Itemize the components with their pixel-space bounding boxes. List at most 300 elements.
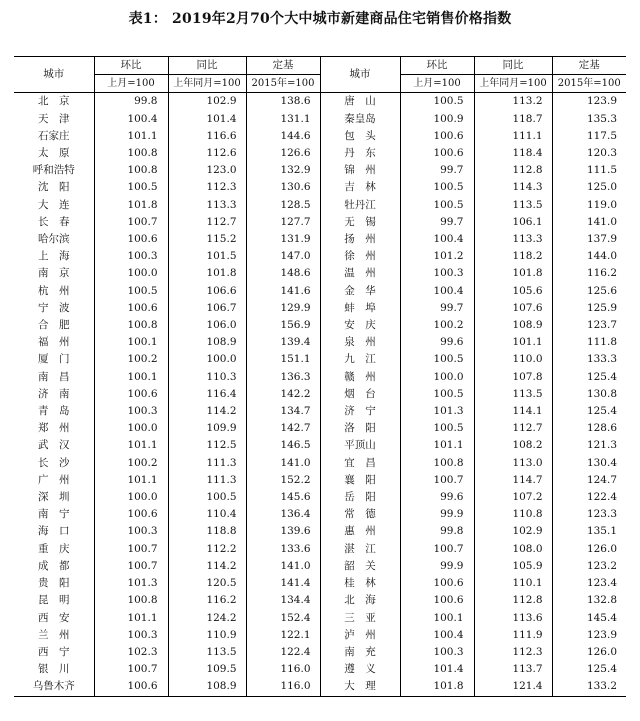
mom-value: 100.0: [94, 420, 168, 437]
yoy-value: 106.6: [168, 283, 246, 300]
yoy-value: 113.5: [168, 644, 246, 661]
city-name: 常 德: [320, 506, 400, 523]
yoy-value: 102.9: [474, 523, 552, 540]
city-name: 北 海: [320, 592, 400, 609]
fixed-header: 定基: [246, 57, 320, 75]
yoy-value: 113.2: [474, 93, 552, 111]
mom-value: 100.1: [94, 334, 168, 351]
city-name: 重 庆: [38, 542, 70, 555]
yoy-value: 116.4: [168, 386, 246, 403]
yoy-value: 101.8: [474, 265, 552, 282]
yoy-value: 101.5: [168, 248, 246, 265]
city-header-2: 城市: [320, 57, 400, 93]
yoy-value: 112.8: [474, 592, 552, 609]
fixed-value: 126.6: [246, 145, 320, 162]
mom-value: 100.3: [94, 248, 168, 265]
fixed-value: 156.9: [246, 317, 320, 334]
mom-value: 100.3: [94, 403, 168, 420]
yoy-value: 114.7: [474, 472, 552, 489]
fixed-value: 111.8: [552, 334, 626, 351]
fixed-value: 148.6: [246, 265, 320, 282]
yoy-value: 112.2: [168, 541, 246, 558]
mom-value: 99.9: [400, 506, 474, 523]
mom-value: 99.6: [400, 334, 474, 351]
fixed-value: 124.7: [552, 472, 626, 489]
yoy-value: 112.6: [168, 145, 246, 162]
yoy-header: 同比: [168, 57, 246, 75]
mom-value: 100.4: [400, 627, 474, 644]
fixed-value: 125.4: [552, 403, 626, 420]
mom-value: 99.8: [400, 523, 474, 540]
city-name: 赣 州: [320, 369, 400, 386]
fixed-base: 2015年=100: [246, 75, 320, 93]
fixed-value: 152.2: [246, 472, 320, 489]
city-name: 温 州: [320, 265, 400, 282]
yoy-value: 110.1: [474, 575, 552, 592]
city-name: 惠 州: [320, 523, 400, 540]
yoy-value: 108.9: [168, 334, 246, 351]
city-name: 泉 州: [320, 334, 400, 351]
mom-value: 101.8: [400, 678, 474, 696]
mom-value: 100.8: [94, 317, 168, 334]
fixed-value: 116.0: [246, 678, 320, 696]
mom-value: 100.9: [400, 111, 474, 128]
yoy-value: 108.2: [474, 437, 552, 454]
yoy-value: 105.6: [474, 283, 552, 300]
table-row: [14, 678, 626, 696]
yoy-value: 112.3: [168, 179, 246, 196]
mom-value: 100.0: [400, 369, 474, 386]
table-row: [14, 592, 626, 609]
yoy-value: 112.3: [474, 644, 552, 661]
fixed-value: 123.4: [552, 575, 626, 592]
table-row: [14, 162, 626, 179]
fixed-value: 131.1: [246, 111, 320, 128]
yoy-value: 109.5: [168, 661, 246, 678]
fixed-value: 117.5: [552, 128, 626, 145]
fixed-value: 122.1: [246, 627, 320, 644]
mom-value: 101.1: [94, 610, 168, 627]
mom-value: 100.6: [94, 386, 168, 403]
mom-value: 100.0: [94, 265, 168, 282]
yoy-value: 107.8: [474, 369, 552, 386]
yoy-value: 116.6: [168, 128, 246, 145]
fixed-value: 126.0: [552, 541, 626, 558]
table-row: [14, 300, 626, 317]
city-name: 桂 林: [320, 575, 400, 592]
yoy-base: 上年同月=100: [168, 75, 246, 93]
city-name: 遵 义: [320, 661, 400, 678]
mom-value: 100.6: [400, 128, 474, 145]
fixed-value: 125.0: [552, 179, 626, 196]
mom-value: 100.6: [400, 145, 474, 162]
mom-value: 101.3: [94, 575, 168, 592]
city-name: 西 宁: [38, 645, 70, 658]
yoy-value: 113.5: [474, 386, 552, 403]
city-name: 蚌 埠: [320, 300, 400, 317]
city-name: 徐 州: [320, 248, 400, 265]
fixed-value: 123.9: [552, 93, 626, 111]
yoy-value: 108.9: [474, 317, 552, 334]
mom-value: 100.7: [400, 472, 474, 489]
yoy-value: 113.3: [474, 231, 552, 248]
yoy-value: 118.4: [474, 145, 552, 162]
fixed-value: 135.3: [552, 111, 626, 128]
mom-value: 100.3: [94, 627, 168, 644]
city-name: 金 华: [320, 283, 400, 300]
table-row: [14, 420, 626, 437]
yoy-value: 107.2: [474, 489, 552, 506]
yoy-value: 110.9: [168, 627, 246, 644]
yoy-value: 101.8: [168, 265, 246, 282]
city-name: 兰 州: [38, 628, 70, 641]
fixed-value: 151.1: [246, 351, 320, 368]
mom-value: 101.8: [94, 197, 168, 214]
fixed-value: 138.6: [246, 93, 320, 111]
yoy-value: 110.3: [168, 369, 246, 386]
mom-value: 101.2: [400, 248, 474, 265]
city-name: 厦 门: [38, 353, 70, 366]
fixed-value: 136.4: [246, 506, 320, 523]
yoy-value: 105.9: [474, 558, 552, 575]
fixed-value: 130.6: [246, 179, 320, 196]
fixed-value: 123.7: [552, 317, 626, 334]
fixed-value: 129.9: [246, 300, 320, 317]
table-row: [14, 93, 626, 111]
mom-value: 101.4: [400, 661, 474, 678]
mom-value: 99.6: [400, 489, 474, 506]
table-row: [14, 610, 626, 627]
fixed-value: 121.3: [552, 437, 626, 454]
yoy-value: 113.3: [168, 197, 246, 214]
city-name: 沈 阳: [38, 181, 70, 194]
yoy-value: 108.0: [474, 541, 552, 558]
mom-value: 101.1: [94, 437, 168, 454]
yoy-value: 111.1: [474, 128, 552, 145]
fixed-value: 125.4: [552, 661, 626, 678]
fixed-value: 152.4: [246, 610, 320, 627]
table-row: [14, 506, 626, 523]
yoy-value: 112.7: [168, 214, 246, 231]
fixed-value: 123.3: [552, 506, 626, 523]
fixed-value: 130.4: [552, 455, 626, 472]
fixed-value: 134.7: [246, 403, 320, 420]
city-name: 南 昌: [38, 370, 70, 383]
yoy-value: 108.9: [168, 678, 246, 696]
table-row: [14, 111, 626, 128]
table-row: [14, 455, 626, 472]
fixed-value: 128.5: [246, 197, 320, 214]
table-row: [14, 265, 626, 282]
fixed-base-2: 2015年=100: [552, 75, 626, 93]
mom-value: 100.7: [94, 558, 168, 575]
city-name: 锦 州: [320, 162, 400, 179]
table-row: [14, 558, 626, 575]
mom-value: 100.6: [94, 678, 168, 696]
yoy-value: 113.0: [474, 455, 552, 472]
city-name: 太 原: [38, 147, 70, 160]
yoy-value: 114.2: [168, 558, 246, 575]
fixed-value: 125.4: [552, 369, 626, 386]
mom-value: 100.2: [94, 455, 168, 472]
yoy-header-2: 同比: [474, 57, 552, 75]
yoy-value: 107.6: [474, 300, 552, 317]
city-name: 湛 江: [320, 541, 400, 558]
fixed-value: 139.6: [246, 523, 320, 540]
mom-value: 100.8: [400, 455, 474, 472]
fixed-value: 123.2: [552, 558, 626, 575]
fixed-value: 141.0: [552, 214, 626, 231]
table-row: [14, 437, 626, 454]
city-name: 唐 山: [320, 93, 400, 111]
yoy-value: 123.0: [168, 162, 246, 179]
yoy-value: 120.5: [168, 575, 246, 592]
mom-value: 100.6: [400, 592, 474, 609]
city-name: 大 连: [38, 198, 70, 211]
city-name: 洛 阳: [320, 420, 400, 437]
table-row: [14, 248, 626, 265]
mom-value: 100.5: [400, 386, 474, 403]
fixed-value: 131.9: [246, 231, 320, 248]
table-title: 表1： 2019年2月70个大中城市新建商品住宅销售价格指数: [128, 11, 512, 27]
yoy-value: 101.4: [168, 111, 246, 128]
yoy-value: 118.7: [474, 111, 552, 128]
fixed-value: 125.6: [552, 283, 626, 300]
fixed-value: 141.0: [246, 558, 320, 575]
city-name: 海 口: [38, 525, 70, 538]
yoy-value: 114.3: [474, 179, 552, 196]
table-row: [14, 661, 626, 678]
mom-value: 100.1: [400, 610, 474, 627]
yoy-value: 114.1: [474, 403, 552, 420]
mom-value: 100.4: [94, 111, 168, 128]
table-row: [14, 627, 626, 644]
mom-value: 99.9: [400, 558, 474, 575]
city-name: 北 京: [38, 95, 70, 108]
city-name: 安 庆: [320, 317, 400, 334]
city-name: 合 肥: [38, 319, 70, 332]
city-name: 哈尔滨: [38, 233, 70, 246]
fixed-value: 123.9: [552, 627, 626, 644]
mom-base: 上月=100: [94, 75, 168, 93]
mom-value: 100.2: [94, 351, 168, 368]
fixed-value: 132.8: [552, 592, 626, 609]
city-name: 郑 州: [38, 422, 70, 435]
yoy-value: 124.2: [168, 610, 246, 627]
table-body: [14, 93, 626, 696]
city-name: 杭 州: [38, 284, 70, 297]
mom-value: 100.2: [400, 317, 474, 334]
yoy-value: 106.0: [168, 317, 246, 334]
fixed-value: 133.6: [246, 541, 320, 558]
city-name: 吉 林: [320, 179, 400, 196]
city-name: 无 锡: [320, 214, 400, 231]
city-name: 成 都: [38, 559, 70, 572]
yoy-value: 111.3: [168, 455, 246, 472]
table-row: [14, 334, 626, 351]
yoy-value: 102.9: [168, 93, 246, 111]
mom-value: 99.7: [400, 162, 474, 179]
city-name: 青 岛: [38, 405, 70, 418]
fixed-value: 125.9: [552, 300, 626, 317]
header-row: [14, 57, 626, 75]
mom-value: 99.8: [94, 93, 168, 111]
mom-value: 100.0: [94, 489, 168, 506]
city-name: 济 南: [38, 387, 70, 400]
fixed-value: 146.5: [246, 437, 320, 454]
fixed-value: 122.4: [246, 644, 320, 661]
city-name: 石家庄: [38, 129, 70, 142]
table-row: [14, 351, 626, 368]
yoy-value: 112.5: [168, 437, 246, 454]
city-name: 泸 州: [320, 627, 400, 644]
mom-value: 100.6: [94, 300, 168, 317]
city-name: 武 汉: [38, 439, 70, 452]
table-row: [14, 541, 626, 558]
fixed-header-2: 定基: [552, 57, 626, 75]
yoy-value: 109.9: [168, 420, 246, 437]
yoy-value: 121.4: [474, 678, 552, 696]
city-name: 宜 昌: [320, 455, 400, 472]
city-header: 城市: [14, 57, 94, 93]
fixed-value: 136.3: [246, 369, 320, 386]
yoy-value: 110.0: [474, 351, 552, 368]
city-name: 襄 阳: [320, 472, 400, 489]
mom-value: 102.3: [94, 644, 168, 661]
city-name: 丹 东: [320, 145, 400, 162]
fixed-value: 120.3: [552, 145, 626, 162]
fixed-value: 144.6: [246, 128, 320, 145]
fixed-value: 133.2: [552, 678, 626, 696]
fixed-value: 142.2: [246, 386, 320, 403]
city-name: 呼和浩特: [32, 164, 75, 177]
mom-value: 100.7: [400, 541, 474, 558]
city-name: 大 理: [320, 678, 400, 696]
mom-base-2: 上月=100: [400, 75, 474, 93]
mom-value: 100.4: [400, 231, 474, 248]
mom-value: 101.1: [400, 437, 474, 454]
table-row: [14, 403, 626, 420]
mom-value: 100.4: [400, 283, 474, 300]
fixed-value: 134.4: [246, 592, 320, 609]
city-name: 上 海: [38, 250, 70, 263]
table-row: [14, 128, 626, 145]
yoy-value: 113.5: [474, 197, 552, 214]
table-row: [14, 369, 626, 386]
mom-value: 101.1: [94, 128, 168, 145]
yoy-value: 106.1: [474, 214, 552, 231]
table-row: [14, 644, 626, 661]
table-row: [14, 179, 626, 196]
yoy-value: 106.7: [168, 300, 246, 317]
city-name: 济 宁: [320, 403, 400, 420]
city-name: 西 安: [38, 611, 70, 624]
city-name: 银 川: [38, 663, 70, 676]
yoy-value: 112.7: [474, 420, 552, 437]
table-row: [14, 489, 626, 506]
yoy-value: 113.7: [474, 661, 552, 678]
table-row: [14, 575, 626, 592]
city-name: 深 圳: [38, 491, 70, 504]
yoy-value: 114.2: [168, 403, 246, 420]
city-name: 韶 关: [320, 558, 400, 575]
fixed-value: 145.6: [246, 489, 320, 506]
table-row: [14, 523, 626, 540]
yoy-base-2: 上年同月=100: [474, 75, 552, 93]
yoy-value: 111.3: [168, 472, 246, 489]
table-row: [14, 317, 626, 334]
fixed-value: 111.5: [552, 162, 626, 179]
mom-value: 100.1: [94, 369, 168, 386]
fixed-value: 139.4: [246, 334, 320, 351]
city-name: 扬 州: [320, 231, 400, 248]
yoy-value: 100.5: [168, 489, 246, 506]
fixed-value: 141.0: [246, 455, 320, 472]
city-name: 牡丹江: [320, 197, 400, 214]
yoy-value: 116.2: [168, 592, 246, 609]
city-name: 宁 波: [38, 301, 70, 314]
table-row: [14, 386, 626, 403]
city-name: 南 京: [38, 267, 70, 280]
fixed-value: 141.6: [246, 283, 320, 300]
mom-value: 100.5: [94, 179, 168, 196]
fixed-value: 126.0: [552, 644, 626, 661]
table-row: [14, 214, 626, 231]
city-name: 长 春: [38, 215, 70, 228]
city-name: 乌鲁木齐: [14, 678, 94, 696]
fixed-value: 122.4: [552, 489, 626, 506]
mom-value: 100.7: [94, 661, 168, 678]
city-name: 平顶山: [320, 437, 400, 454]
yoy-value: 118.8: [168, 523, 246, 540]
yoy-value: 110.4: [168, 506, 246, 523]
city-name: 三 亚: [320, 610, 400, 627]
city-name: 九 江: [320, 351, 400, 368]
mom-header-2: 环比: [400, 57, 474, 75]
city-name: 包 头: [320, 128, 400, 145]
city-name: 南 充: [320, 644, 400, 661]
mom-value: 100.5: [400, 351, 474, 368]
yoy-value: 101.1: [474, 334, 552, 351]
mom-value: 100.6: [94, 506, 168, 523]
fixed-value: 119.0: [552, 197, 626, 214]
mom-value: 101.3: [400, 403, 474, 420]
mom-value: 100.8: [94, 162, 168, 179]
yoy-value: 100.0: [168, 351, 246, 368]
fixed-value: 132.9: [246, 162, 320, 179]
table-row: [14, 231, 626, 248]
mom-value: 100.3: [400, 265, 474, 282]
yoy-value: 111.9: [474, 627, 552, 644]
city-name: 烟 台: [320, 386, 400, 403]
fixed-value: 116.0: [246, 661, 320, 678]
table-row: [14, 145, 626, 162]
mom-value: 100.5: [94, 283, 168, 300]
city-name: 天 津: [38, 112, 70, 125]
mom-value: 100.3: [94, 523, 168, 540]
mom-value: 100.6: [94, 231, 168, 248]
fixed-value: 147.0: [246, 248, 320, 265]
city-name: 贵 阳: [38, 577, 70, 590]
fixed-value: 127.7: [246, 214, 320, 231]
mom-value: 99.7: [400, 214, 474, 231]
mom-value: 100.5: [400, 197, 474, 214]
yoy-value: 118.2: [474, 248, 552, 265]
fixed-value: 142.7: [246, 420, 320, 437]
mom-value: 100.7: [94, 541, 168, 558]
fixed-value: 137.9: [552, 231, 626, 248]
fixed-value: 128.6: [552, 420, 626, 437]
